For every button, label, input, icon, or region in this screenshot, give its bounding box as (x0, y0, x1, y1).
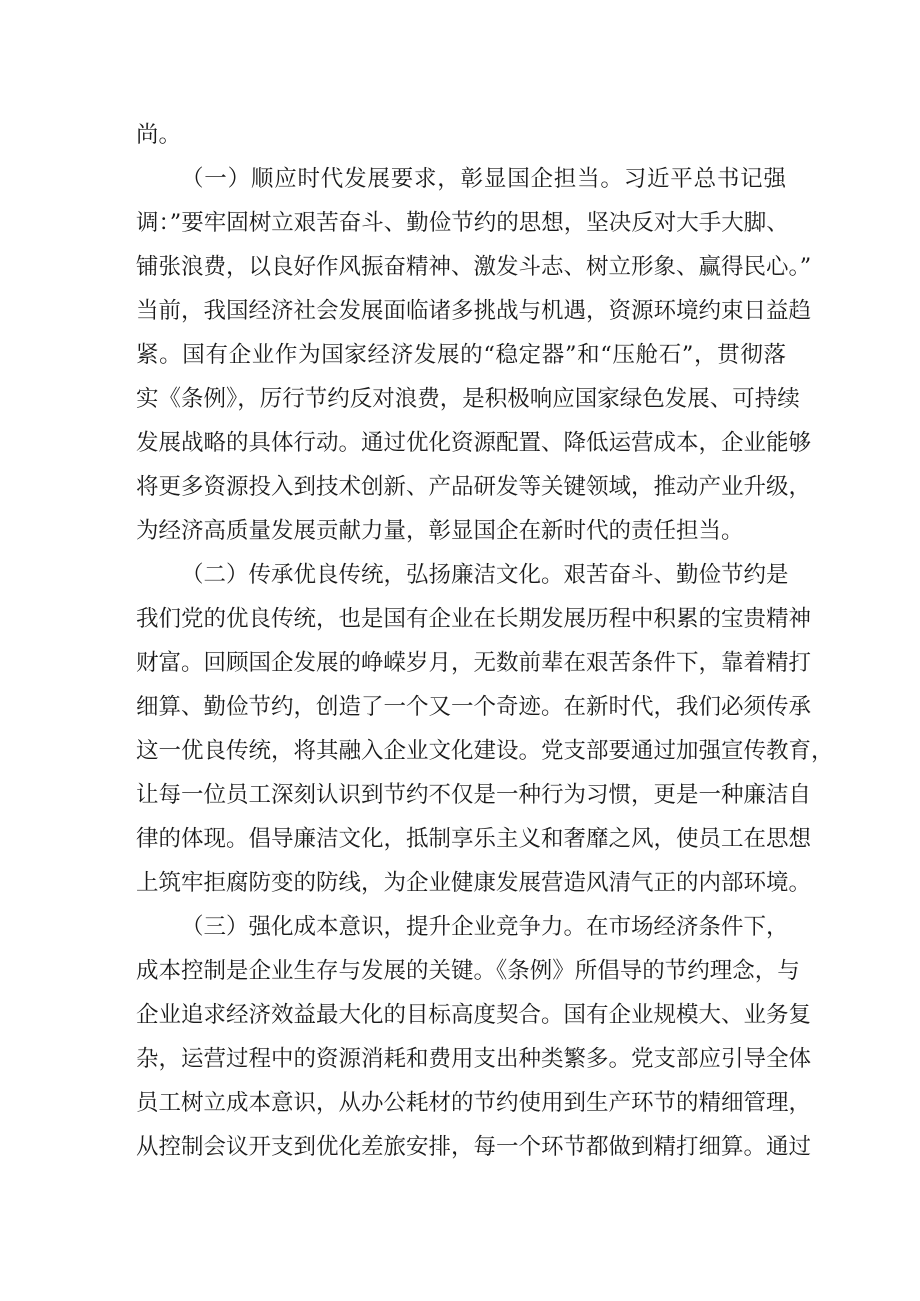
paragraph-line: 将更多资源投入到技术创新、产品研发等关键领域，推动产业升级， (136, 474, 812, 500)
paragraph-line: （三）强化成本意识，提升企业竞争力。在市场经济条件下， (181, 914, 789, 940)
paragraph-line: 让每一位员工深刻认识到节约不仅是一种行为习惯，更是一种廉洁自 (136, 782, 812, 808)
paragraph-line: 尚。 (136, 122, 182, 148)
paragraph-line: 当前，我国经济社会发展面临诸多挑战与机遇，资源环境约束日益趋 (136, 298, 812, 324)
paragraph-line: 调：”要牢固树立艰苦奋斗、勤俭节约的思想，坚决反对大手大脚、 (136, 210, 789, 236)
paragraph-line: 上筑牢拒腐防变的防线，为企业健康发展营造风清气正的内部环境。 (136, 870, 812, 896)
paragraph-line: 我们党的优良传统，也是国有企业在长期发展历程中积累的宝贵精神 (136, 606, 812, 632)
paragraph-line: （一）顺应时代发展要求，彰显国企担当。习近平总书记强 (181, 166, 786, 192)
paragraph-line: 实《条例》，厉行节约反对浪费，是积极响应国家绿色发展、可持续 (136, 386, 800, 412)
paragraph-line: （二）传承优良传统，弘扬廉洁文化。艰苦奋斗、勤俭节约是 (181, 562, 789, 588)
paragraph-line: 杂，运营过程中的资源消耗和费用支出种类繁多。党支部应引导全体 (136, 1046, 812, 1072)
paragraph-line: 这一优良传统，将其融入企业文化建设。党支部要通过加强宣传教育， (136, 738, 834, 764)
paragraph-line: 发展战略的具体行动。通过优化资源配置、降低运营成本，企业能够 (136, 430, 812, 456)
paragraph-line: 为经济高质量发展贡献力量，彰显国企在新时代的责任担当。 (136, 518, 744, 544)
paragraph-line: 成本控制是企业生存与发展的关键。《条例》所倡导的节约理念，与 (136, 958, 800, 984)
paragraph-line: 紧。国有企业作为国家经济发展的“稳定器”和“压舱石”，贯彻落 (136, 342, 786, 368)
paragraph-line: 细算、勤俭节约，创造了一个又一个奇迹。在新时代，我们必须传承 (136, 694, 812, 720)
paragraph-line: 律的体现。倡导廉洁文化，抵制享乐主义和奢靡之风，使员工在思想 (136, 826, 812, 852)
paragraph-line: 从控制会议开支到优化差旅安排，每一个环节都做到精打细算。通过 (136, 1134, 812, 1160)
paragraph-line: 铺张浪费，以良好作风振奋精神、激发斗志、树立形象、赢得民心。” (136, 254, 812, 280)
paragraph-line: 财富。回顾国企发展的峥嵘岁月，无数前辈在艰苦条件下，靠着精打 (136, 650, 812, 676)
paragraph-line: 员工树立成本意识，从办公耗材的节约使用到生产环节的精细管理， (136, 1090, 812, 1116)
paragraph-line: 企业追求经济效益最大化的目标高度契合。国有企业规模大、业务复 (136, 1002, 812, 1028)
